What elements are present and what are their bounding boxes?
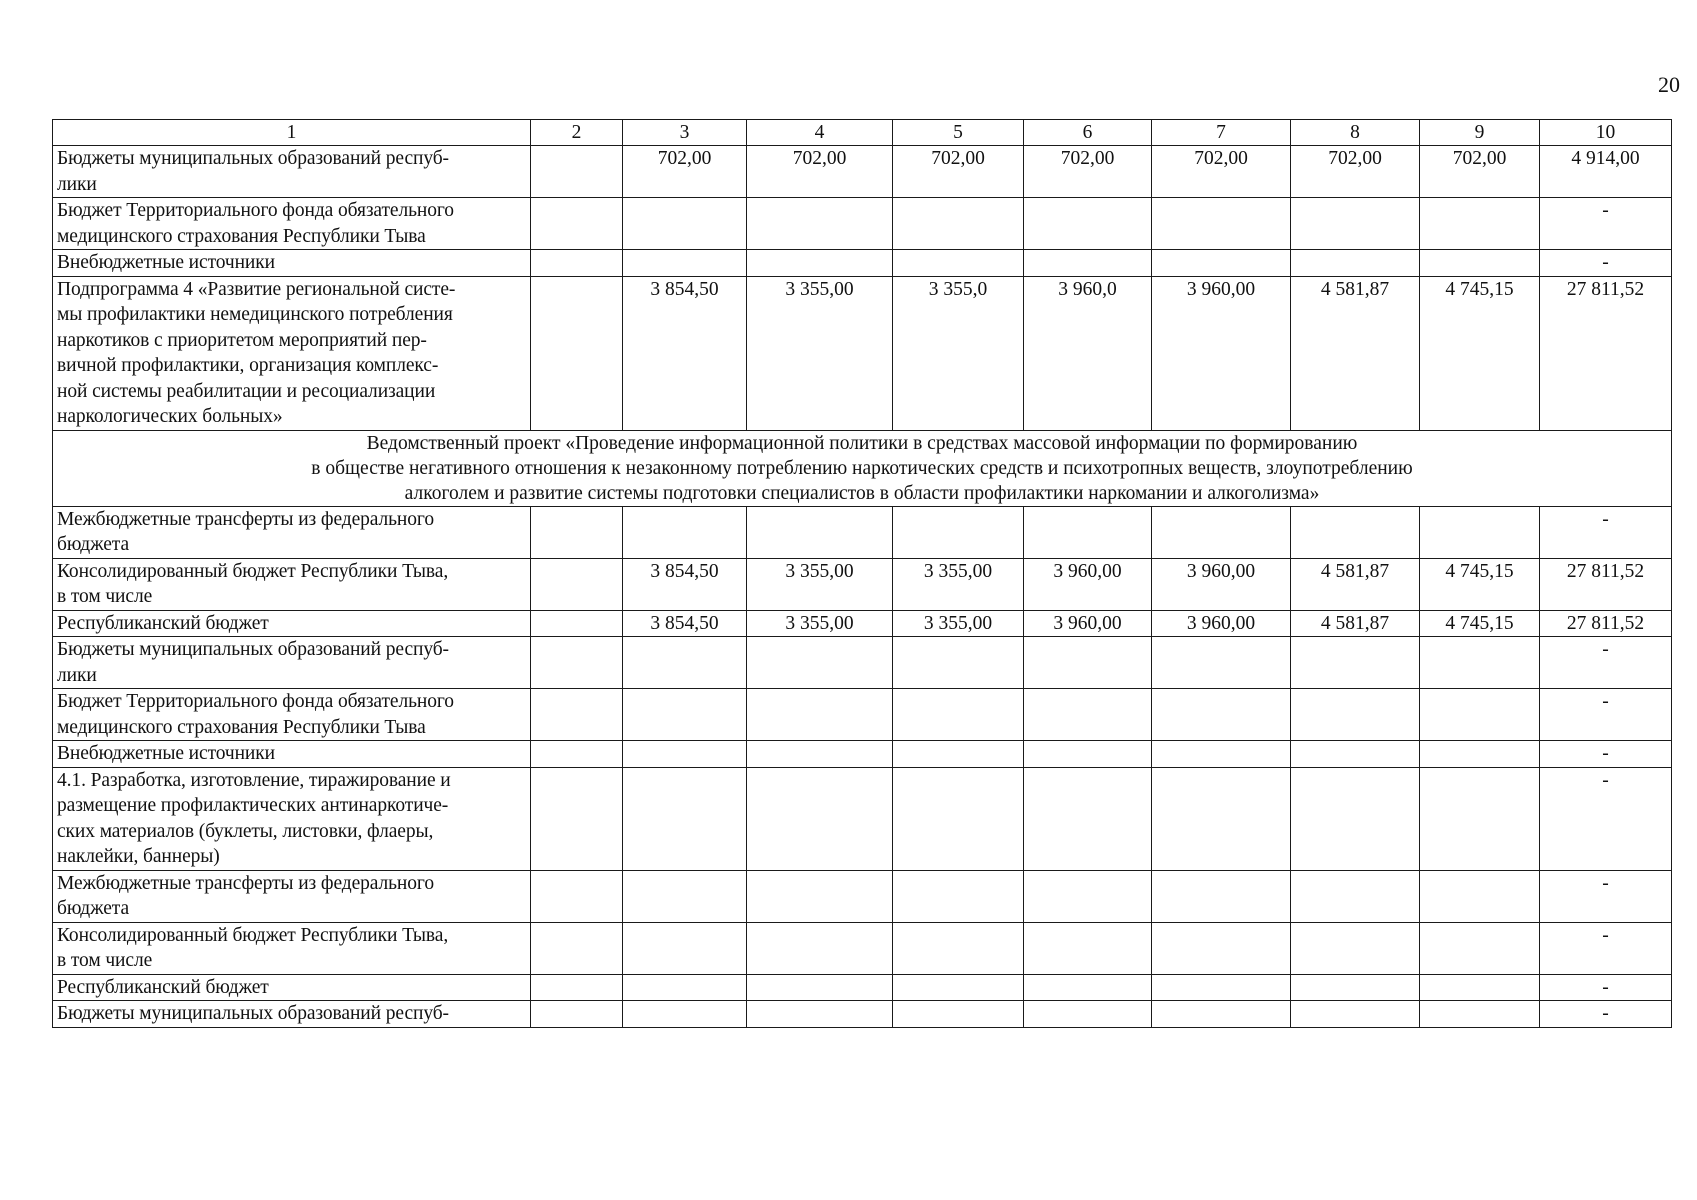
row-label: 4.1. Разработка, изготовление, тиражирование и размещение профилактических антинаркотиче- ских материалов (буклеты, листовки, флаеры, наклейки, баннеры) (53, 767, 531, 870)
value-cell (1420, 1001, 1540, 1028)
column-header: 2 (531, 120, 623, 146)
value-cell (893, 250, 1024, 277)
value-cell (1024, 506, 1152, 558)
value-cell (531, 276, 623, 430)
value-cell (1291, 974, 1420, 1001)
table-row (53, 767, 1672, 870)
value-cell (531, 198, 623, 250)
value-cell (531, 506, 623, 558)
row-label: Внебюджетные источники (53, 741, 531, 768)
value-cell (623, 506, 747, 558)
value-cell (1024, 922, 1152, 974)
value-cell (1024, 250, 1152, 277)
value-cell (1420, 767, 1540, 870)
value-cell (1291, 922, 1420, 974)
value-cell (623, 1001, 747, 1028)
value-cell (1024, 870, 1152, 922)
row-label: Внебюджетные источники (53, 250, 531, 277)
total-cell: - (1540, 198, 1672, 250)
value-cell (1024, 974, 1152, 1001)
value-cell (893, 922, 1024, 974)
value-cell (1152, 198, 1291, 250)
value-cell (1152, 689, 1291, 741)
value-cell (1291, 689, 1420, 741)
table-row (53, 558, 1672, 610)
value-cell (1152, 870, 1291, 922)
value-cell (531, 741, 623, 768)
column-header: 4 (747, 120, 893, 146)
value-cell (1152, 506, 1291, 558)
value-cell (1024, 1001, 1152, 1028)
value-cell: 3 960,00 (1152, 276, 1291, 430)
value-cell (747, 870, 893, 922)
value-cell: 4 581,87 (1291, 558, 1420, 610)
value-cell: 702,00 (1291, 146, 1420, 198)
value-cell (893, 637, 1024, 689)
value-cell (747, 922, 893, 974)
row-label: Консолидированный бюджет Республики Тыва, в том числе (53, 558, 531, 610)
value-cell: 3 355,00 (893, 610, 1024, 637)
value-cell (747, 1001, 893, 1028)
row-label: Бюджеты муниципальных образований респуб- (53, 1001, 531, 1028)
value-cell (623, 741, 747, 768)
value-cell (531, 637, 623, 689)
value-cell: 3 355,00 (747, 610, 893, 637)
value-cell (893, 506, 1024, 558)
value-cell (531, 689, 623, 741)
value-cell (531, 870, 623, 922)
total-cell: 27 811,52 (1540, 610, 1672, 637)
value-cell: 3 960,00 (1152, 610, 1291, 637)
total-cell: - (1540, 870, 1672, 922)
table-body (53, 146, 1672, 1028)
value-cell (893, 198, 1024, 250)
value-cell (1024, 741, 1152, 768)
value-cell: 4 745,15 (1420, 276, 1540, 430)
table-row (53, 276, 1672, 430)
budget-table (52, 119, 1672, 1028)
value-cell: 702,00 (747, 146, 893, 198)
value-cell (1152, 741, 1291, 768)
value-cell (1291, 767, 1420, 870)
table-row (53, 198, 1672, 250)
value-cell: 3 854,50 (623, 610, 747, 637)
total-cell: - (1540, 922, 1672, 974)
column-header: 8 (1291, 120, 1420, 146)
value-cell: 3 960,00 (1152, 558, 1291, 610)
value-cell (1024, 198, 1152, 250)
row-label: Республиканский бюджет (53, 974, 531, 1001)
row-label: Бюджеты муниципальных образований респуб- лики (53, 637, 531, 689)
value-cell (1420, 198, 1540, 250)
value-cell (531, 610, 623, 637)
value-cell (747, 250, 893, 277)
value-cell (1291, 637, 1420, 689)
total-cell: - (1540, 1001, 1672, 1028)
value-cell (1420, 741, 1540, 768)
value-cell (1420, 506, 1540, 558)
value-cell (1152, 767, 1291, 870)
total-cell: - (1540, 506, 1672, 558)
value-cell (623, 767, 747, 870)
value-cell (1291, 870, 1420, 922)
total-cell: - (1540, 767, 1672, 870)
value-cell (1152, 922, 1291, 974)
value-cell (531, 1001, 623, 1028)
value-cell (623, 974, 747, 1001)
value-cell (623, 922, 747, 974)
value-cell (1420, 637, 1540, 689)
total-cell: - (1540, 689, 1672, 741)
row-label: Консолидированный бюджет Республики Тыва, в том числе (53, 922, 531, 974)
value-cell (747, 741, 893, 768)
value-cell: 4 745,15 (1420, 610, 1540, 637)
table-row (53, 689, 1672, 741)
value-cell (1291, 1001, 1420, 1028)
value-cell (1420, 870, 1540, 922)
value-cell (1291, 741, 1420, 768)
value-cell: 3 960,00 (1024, 558, 1152, 610)
value-cell (747, 767, 893, 870)
value-cell (531, 767, 623, 870)
row-label: Бюджет Территориального фонда обязательного медицинского страхования Республики Тыва (53, 689, 531, 741)
value-cell (893, 689, 1024, 741)
value-cell (893, 1001, 1024, 1028)
value-cell: 3 355,00 (747, 558, 893, 610)
value-cell: 4 745,15 (1420, 558, 1540, 610)
total-cell: 4 914,00 (1540, 146, 1672, 198)
row-label: Межбюджетные трансферты из федерального бюджета (53, 506, 531, 558)
value-cell (1291, 250, 1420, 277)
value-cell (531, 146, 623, 198)
value-cell: 3 854,50 (623, 276, 747, 430)
table-row (53, 974, 1672, 1001)
value-cell: 3 355,0 (893, 276, 1024, 430)
value-cell: 3 960,0 (1024, 276, 1152, 430)
value-cell (1291, 198, 1420, 250)
value-cell: 702,00 (1420, 146, 1540, 198)
table-row (53, 922, 1672, 974)
total-cell: - (1540, 974, 1672, 1001)
value-cell: 3 854,50 (623, 558, 747, 610)
row-label: Подпрограмма 4 «Развитие региональной систе- мы профилактики немедицинского потребления наркотиков с приоритетом мероприятий пер- вичной профилактики, организация комплекс- ной системы реабилитации и ресоциализации наркологических больных» (53, 276, 531, 430)
total-cell: - (1540, 250, 1672, 277)
value-cell (1152, 974, 1291, 1001)
value-cell: 702,00 (1024, 146, 1152, 198)
value-cell (623, 870, 747, 922)
value-cell (747, 506, 893, 558)
column-header: 5 (893, 120, 1024, 146)
row-label: Республиканский бюджет (53, 610, 531, 637)
column-header: 7 (1152, 120, 1291, 146)
value-cell (1024, 767, 1152, 870)
table-row (53, 870, 1672, 922)
value-cell: 702,00 (893, 146, 1024, 198)
table-row (53, 741, 1672, 768)
table-row (53, 250, 1672, 277)
value-cell (1024, 637, 1152, 689)
section-row (53, 430, 1672, 506)
value-cell (1420, 922, 1540, 974)
value-cell (1152, 637, 1291, 689)
column-header: 10 (1540, 120, 1672, 146)
column-header: 3 (623, 120, 747, 146)
total-cell: - (1540, 637, 1672, 689)
table-row (53, 637, 1672, 689)
section-title: Ведомственный проект «Проведение информационной политики в средствах массовой информации по формированию в обществе негативного отношения к незаконному потреблению наркотических средств и психотропных веществ, злоупотреблению алкоголем и развитие системы подготовки специалистов в области профилактики наркомании и алкоголизма» (53, 430, 1672, 506)
value-cell (893, 741, 1024, 768)
value-cell: 3 355,00 (747, 276, 893, 430)
value-cell: 4 581,87 (1291, 610, 1420, 637)
column-header: 6 (1024, 120, 1152, 146)
value-cell (1152, 250, 1291, 277)
value-cell (747, 637, 893, 689)
value-cell: 3 355,00 (893, 558, 1024, 610)
value-cell (1024, 689, 1152, 741)
value-cell (893, 767, 1024, 870)
value-cell (1420, 689, 1540, 741)
value-cell (623, 637, 747, 689)
column-header: 9 (1420, 120, 1540, 146)
value-cell: 702,00 (623, 146, 747, 198)
total-cell: 27 811,52 (1540, 276, 1672, 430)
value-cell (747, 689, 893, 741)
value-cell (531, 558, 623, 610)
value-cell (747, 198, 893, 250)
value-cell (1152, 1001, 1291, 1028)
table-row (53, 146, 1672, 198)
total-cell: - (1540, 741, 1672, 768)
value-cell (893, 974, 1024, 1001)
value-cell (623, 250, 747, 277)
value-cell: 3 960,00 (1024, 610, 1152, 637)
total-cell: 27 811,52 (1540, 558, 1672, 610)
value-cell (1291, 506, 1420, 558)
header-row (53, 120, 1672, 146)
row-label: Бюджеты муниципальных образований респуб- лики (53, 146, 531, 198)
value-cell (1420, 974, 1540, 1001)
row-label: Бюджет Территориального фонда обязательного медицинского страхования Республики Тыва (53, 198, 531, 250)
row-label: Межбюджетные трансферты из федерального бюджета (53, 870, 531, 922)
value-cell: 702,00 (1152, 146, 1291, 198)
page-number: 20 (1658, 72, 1680, 97)
value-cell: 4 581,87 (1291, 276, 1420, 430)
table-row (53, 506, 1672, 558)
column-header: 1 (53, 120, 531, 146)
value-cell (1420, 250, 1540, 277)
value-cell (623, 689, 747, 741)
value-cell (531, 922, 623, 974)
value-cell (531, 974, 623, 1001)
value-cell (747, 974, 893, 1001)
value-cell (893, 870, 1024, 922)
table-row (53, 1001, 1672, 1028)
value-cell (531, 250, 623, 277)
table-row (53, 610, 1672, 637)
value-cell (623, 198, 747, 250)
